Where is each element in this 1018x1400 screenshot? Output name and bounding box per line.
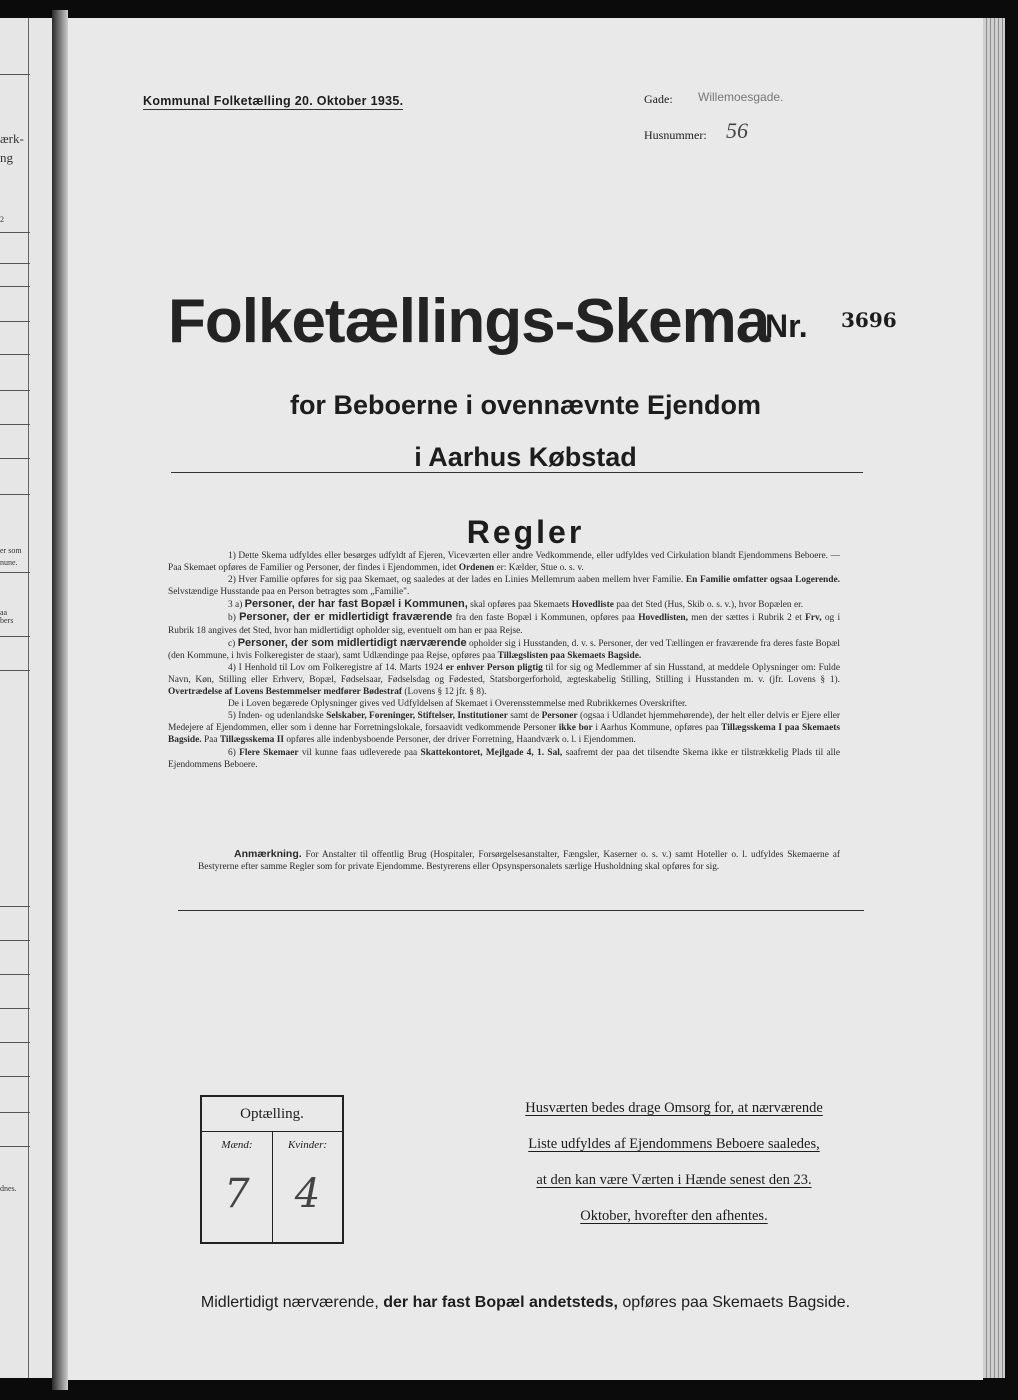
rule-2: 2) Hver Familie opføres for sig paa Skemaet, og saaledes at der lades en Linies Mellemrum aaben mellem hver Familie. En Familie omfatter ogsaa Logerende. Selvstændige Husstande paa en Person betragtes som „Familie". — [168, 575, 840, 598]
book-gutter — [52, 10, 68, 1390]
divider — [0, 1008, 30, 1009]
divider — [0, 940, 30, 941]
form-title: Folketællings-Skema — [168, 287, 770, 356]
divider — [0, 232, 30, 233]
rule-4: 4) I Henhold til Lov om Folkeregistre af 14. Marts 1924 er enhver Person pligtig til for sig og Medlemmer af sin Husstand, at meddele Oplysninger om: Fulde Navn, Køn, Stilling eller Erhverv, Bopæl, Fødselsaar, Fødselsdag og Fødested, Statsborgerforhold, ægteskabelig Stilling, Stilling i Husstanden m. v. (jfr. Lovens § 1). Overtrædelse af Lovens Bestemmelser medfører Bødestraf (Lovens § 12 jfr. § 8). — [168, 662, 840, 698]
divider — [0, 354, 30, 355]
rule-3a: 3 a) Personer, der har fast Bopæl i Kommunen, skal opføres paa Skemaets Hovedliste paa det Sted (Hus, Skib o. s. v.), hvor Bopælen er. — [228, 598, 804, 611]
divider — [0, 458, 30, 459]
house-number-label: Husnummer: — [644, 128, 707, 142]
census-form-page — [68, 18, 983, 1380]
rule-3b: b) Personer, der er midlertidigt fraværende fra den faste Bopæl i Kommunen, opføres paa Hovedlisten, men der sættes i Rubrik 2 et Frv, og i Rubrik 18 angives det Sted, hvor han midlertidigt opholder sig, eventuelt om han er paa Rejse. — [168, 611, 841, 636]
footer-note: Midlertidigt nærværende, der har fast Bopæl andetsteds, opføres paa Skemaets Bagside. — [200, 1294, 851, 1311]
form-number-label: Nr. — [765, 308, 808, 344]
street-label: Gade: — [644, 92, 673, 106]
rule-5: 5) Inden- og udenlandske Selskaber, Foreninger, Stiftelser, Institutioner samt de Personer (ogsaa i Udlandet hjemmehørende), der helt eller delvis er Ejere eller Medejere af Ejendommen, eller som i denne har Forretningslokale, forsaavidt vedkommende Personer ikke bor i Aarhus Kommune, opføres paa Tillægsskema I paa Skemaets Bagside. Paa Tillægsskema II opføres alle indenbysboende Personer, der driver Forretning, Haandværk o. l. i Ejendommen. — [168, 711, 841, 746]
divider — [178, 910, 864, 911]
remark-note — [198, 849, 840, 874]
tally-title: Optælling. — [202, 1097, 342, 1132]
divider — [0, 974, 30, 975]
left-page-fragment: nune. — [0, 558, 18, 567]
tally-box — [200, 1095, 344, 1244]
women-label: Kvinder: — [287, 1139, 328, 1151]
divider — [0, 906, 30, 907]
left-page-fragment: ærk- — [0, 131, 24, 146]
left-page-fragment: 2 — [0, 215, 4, 224]
street-value: Willemoesgade. — [698, 90, 784, 104]
men-label: Mænd: — [221, 1139, 253, 1151]
divider — [0, 1146, 30, 1147]
form-number: 3696 — [841, 308, 897, 332]
rule-6: 6) Flere Skemaer vil kunne faas udleverede paa Skattekontoret, Mejlgade 4, 1. Sal, saafremt der paa det tilsendte Skema ikke er tilstrækkelig Plads til alle Ejendommens Beboere. — [168, 747, 841, 770]
women-count: 4 — [294, 1171, 321, 1217]
left-page-edge — [0, 18, 52, 1378]
house-number-value: 56 — [726, 118, 748, 143]
left-page-fragment: dnes. — [0, 1184, 17, 1193]
divider — [0, 74, 30, 75]
form-subtitle-town: i Aarhus Købstad — [414, 442, 637, 472]
remark-label: Anmærkning. — [234, 848, 302, 860]
left-page-fragment: bers — [0, 616, 14, 625]
landlord-notice-line: Husværten bedes drage Omsorg for, at nærværende — [525, 1100, 823, 1116]
left-page-fragment: ng — [0, 150, 13, 165]
divider — [0, 390, 30, 391]
remark-text: For Anstalter til offentlig Brug (Hospitaler, Forsørgelsesanstalter, Fængsler, Kaserner o. s. v.) samt Hoteller o. l. udfyldes Skemaerne af Bestyrerne efter samme Regler som for private Ejendomme. Bestyrerens eller Opsynspersonalets særlige Husholdning skal opføres for sig. — [198, 850, 840, 872]
divider — [0, 1042, 30, 1043]
men-count: 7 — [224, 1171, 250, 1217]
landlord-notice-line: at den kan være Værten i Hænde senest den 23. — [536, 1172, 812, 1188]
rules-text — [168, 550, 840, 771]
tally-women-column — [273, 1131, 342, 1242]
divider — [0, 1076, 30, 1077]
divider — [0, 670, 30, 671]
divider — [0, 424, 30, 425]
tally-men-column — [202, 1131, 273, 1242]
form-subtitle: for Beboerne i ovennævnte Ejendom — [289, 390, 762, 420]
divider — [0, 286, 30, 287]
page-stack-edge — [983, 18, 1005, 1378]
divider — [0, 263, 30, 264]
divider — [0, 636, 30, 637]
divider — [171, 472, 863, 473]
left-page-fragment: er som — [0, 546, 22, 555]
rule-1: 1) Dette Skema udfyldes eller besørges udfyldt af Ejeren, Viceværten eller andre Vedkommende, eller udfyldes ved Cirkulation blandt Ejendommens Beboere. — Paa Skemaet opføres de Familier og Personer, der findes i Ejendommen, idet Ordenen er: Kælder, Stue o. s. v. — [168, 551, 840, 574]
landlord-notice-line: Liste udfyldes af Ejendommens Beboere saaledes, — [528, 1136, 820, 1152]
rule-3c: c) Personer, der som midlertidigt nærværende opholder sig i Husstanden, d. v. s. Personer, der ved Tællingen er fraværende fra deres faste Bopæl (den Kommune, i hvis Folkeregister de staar), samt Udlændinge paa Rejse, opføres paa Tillægslisten paa Skemaets Bagside. — [168, 636, 841, 661]
divider — [0, 494, 30, 495]
divider — [0, 572, 30, 573]
left-page-rule — [28, 18, 29, 1378]
rule-4b: De i Loven begærede Oplysninger gives ved Udfyldelsen af Skemaet i Overensstemmelse med Rubrikkernes Overskrifter. — [228, 699, 687, 710]
rules-heading: Regler — [466, 514, 585, 550]
census-line: Kommunal Folketælling 20. Oktober 1935. — [143, 94, 404, 108]
left-page-fragment: aa — [0, 608, 8, 617]
divider — [0, 321, 30, 322]
divider — [0, 1112, 30, 1113]
landlord-notice-line: Oktober, hvorefter den afhentes. — [580, 1208, 768, 1224]
